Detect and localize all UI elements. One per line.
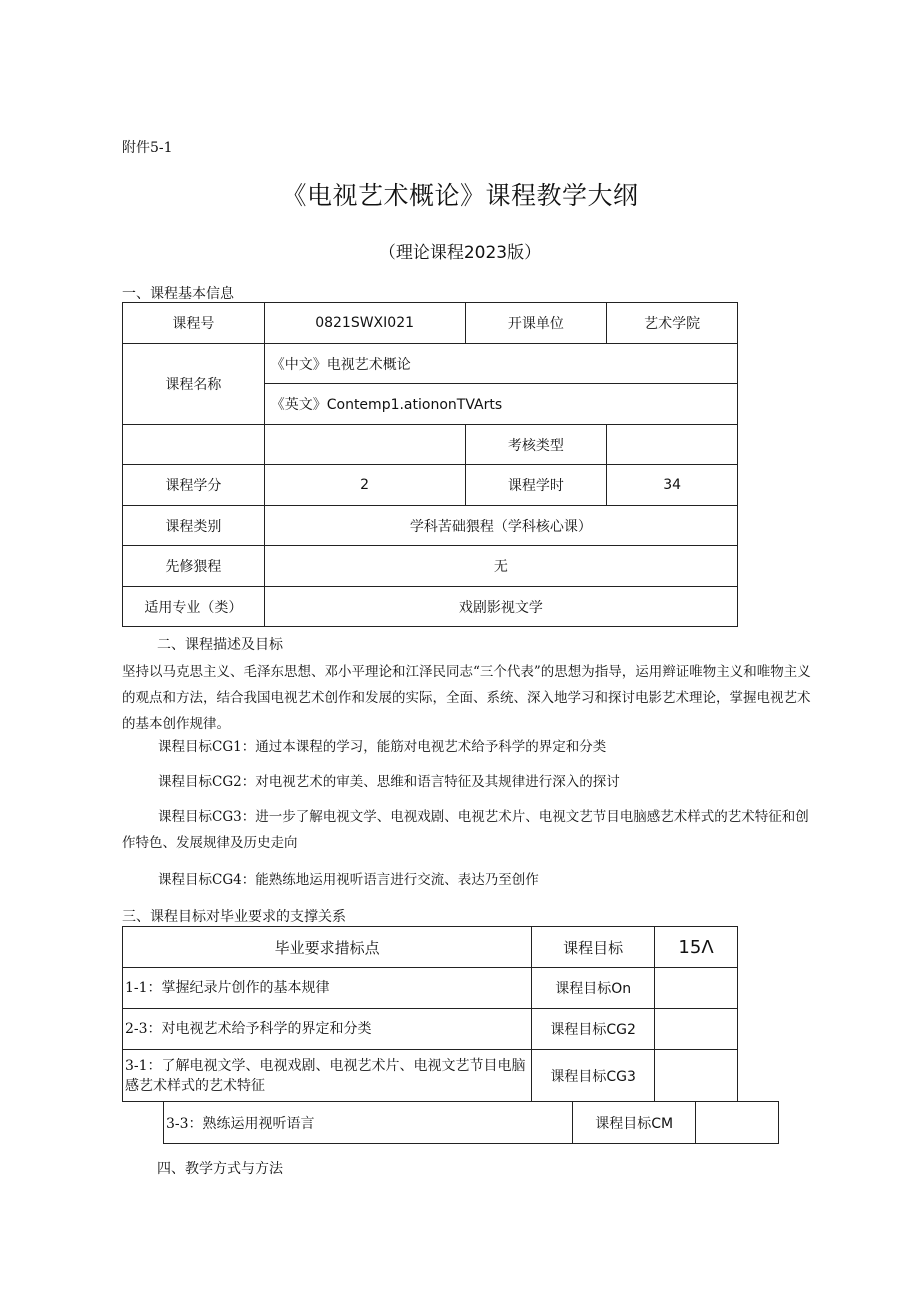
category-label: 课程类别 <box>123 506 265 546</box>
table-row <box>164 1102 779 1144</box>
unit-label: 开课单位 <box>465 303 607 344</box>
table-row <box>123 1009 738 1050</box>
hours-value: 34 <box>607 465 738 506</box>
attachment-label: 附件5-1 <box>122 140 173 156</box>
goal-cg4: 课程目标CG4：能熟练地运用视听语言进行交流、表达乃至创作 <box>158 872 539 888</box>
support-table-continued <box>163 1101 779 1144</box>
col-header-goal: 课程目标 <box>532 927 655 968</box>
empty-cell <box>123 425 265 465</box>
description-paragraph: 坚持以马克思主义、毛泽东思想、邓小平理论和江泽民同志“三个代表”的思想为指导，运用辫证唯物主义和唯物主义的观点和方法，结合我国电视艺术创作和发展的实际，全面、系统、深入地学习和探讨电影艺术理论，掌握电视艺术的基本创作规律。 <box>122 664 811 732</box>
major-label: 适用专业（类） <box>123 587 265 627</box>
unit-value: 艺术学院 <box>607 303 738 344</box>
goal-cg3 <box>122 804 817 856</box>
empty-cell <box>264 425 465 465</box>
goal-cg3-text: 课程目标CG3：进一步了解电视文学、电视戏剧、电视艺术片、电视文艺节目电脑感艺术样式的艺术特征和创作特色、发展规律及历史走向 <box>122 809 809 851</box>
table-row <box>123 1050 738 1102</box>
support-extra <box>655 968 738 1009</box>
course-name-cn: 《中文》电视艺术概论 <box>264 344 737 384</box>
page-subtitle: （理论课程2023版） <box>378 243 542 263</box>
major-value: 戏剧影视文学 <box>264 587 737 627</box>
support-point: 2-3：对电视艺术给予科学的界定和分类 <box>123 1009 532 1050</box>
col-header-extra: 15Λ <box>655 927 738 968</box>
credit-value: 2 <box>264 465 465 506</box>
course-name-label: 课程名称 <box>123 344 265 425</box>
support-extra <box>696 1102 779 1144</box>
prereq-value: 无 <box>264 546 737 587</box>
support-point: 3-3：熟练运用视听语言 <box>164 1102 573 1144</box>
course-no-value: 0821SWXI021 <box>264 303 465 344</box>
section-1-heading: 一、课程基本信息 <box>122 286 234 302</box>
page-title: 《电视艺术概论》课程教学大纲 <box>281 181 639 210</box>
support-extra <box>655 1050 738 1102</box>
support-point: 1-1：掌握纪录片创作的基本规律 <box>123 968 532 1009</box>
goal-cg2: 课程目标CG2：对电视艺术的审美、思维和语言特征及其规律进行深入的探讨 <box>158 774 620 790</box>
section-3-heading: 三、课程目标对毕业要求的支撑关系 <box>122 909 346 925</box>
support-goal: 课程目标CG3 <box>532 1050 655 1102</box>
section-2-heading: 二、课程描述及目标 <box>157 637 283 653</box>
table-row <box>123 968 738 1009</box>
assess-value <box>607 425 738 465</box>
course-no-label: 课程号 <box>123 303 265 344</box>
support-goal: 课程目标CM <box>573 1102 696 1144</box>
credit-label: 课程学分 <box>123 465 265 506</box>
support-goal: 课程目标CG2 <box>532 1009 655 1050</box>
assess-label: 考核类型 <box>465 425 607 465</box>
support-extra <box>655 1009 738 1050</box>
course-name-en: 《英文》Contemp1.ationonTVArts <box>264 384 737 425</box>
prereq-label: 先修猥程 <box>123 546 265 587</box>
category-value: 学科苦础猥程（学科核心课） <box>264 506 737 546</box>
goal-cg1: 课程目标CG1：通过本课程的学习，能筋对电视艺术给予科学的界定和分类 <box>158 739 607 755</box>
support-table <box>122 926 738 1102</box>
section-4-heading: 四、教学方式与方法 <box>157 1161 283 1177</box>
support-point: 3-1：了解电视文学、电视戏剧、电视艺术片、电视文艺节目电脑感艺术样式的艺术特征 <box>123 1050 532 1102</box>
support-goal: 课程目标On <box>532 968 655 1009</box>
hours-label: 课程学时 <box>465 465 607 506</box>
col-header-point: 毕业要求措标点 <box>123 927 532 968</box>
course-info-table <box>122 302 738 627</box>
